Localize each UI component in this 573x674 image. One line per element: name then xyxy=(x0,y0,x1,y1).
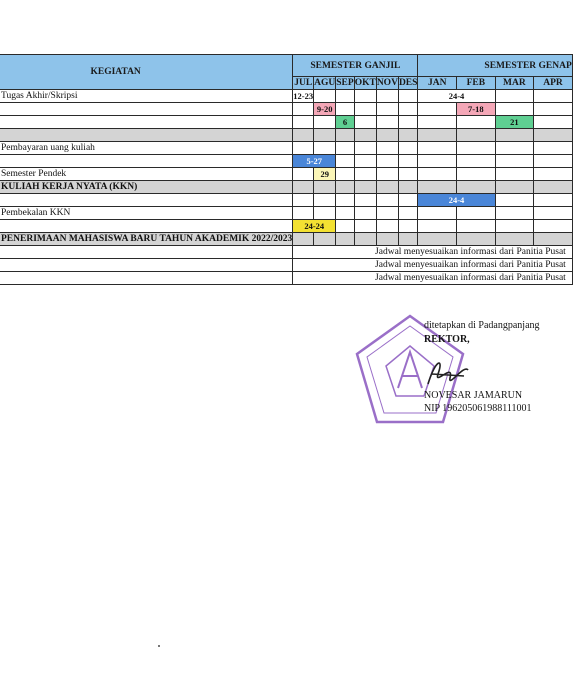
activity-label xyxy=(0,272,293,285)
empty-month-cell xyxy=(398,181,417,194)
empty-month-cell xyxy=(376,142,398,155)
table-row xyxy=(0,259,572,272)
activity-label xyxy=(0,129,293,142)
month-header: FEB xyxy=(457,77,496,90)
empty-month-cell xyxy=(354,233,376,246)
empty-month-cell xyxy=(354,142,376,155)
empty-month-cell xyxy=(457,116,496,129)
activity-label: PENERIMAAN MAHASISWA BARU TAHUN AKADEMIK 2022/2023 xyxy=(0,233,293,246)
empty-month-cell xyxy=(336,103,354,116)
empty-month-cell xyxy=(354,103,376,116)
empty-month-cell xyxy=(398,168,417,181)
table-row xyxy=(0,168,572,181)
empty-month-cell xyxy=(336,155,354,168)
empty-month-cell xyxy=(293,142,314,155)
empty-month-cell xyxy=(336,142,354,155)
empty-month-cell xyxy=(495,181,534,194)
table-row xyxy=(0,207,572,220)
empty-month-cell xyxy=(457,181,496,194)
empty-month-cell xyxy=(336,168,354,181)
empty-month-cell xyxy=(534,207,573,220)
empty-month-cell xyxy=(376,168,398,181)
empty-month-cell xyxy=(534,220,573,233)
empty-month-cell xyxy=(376,207,398,220)
activity-label: Pembayaran uang kuliah xyxy=(0,142,293,155)
handwritten-signature-icon xyxy=(424,356,472,390)
empty-month-cell xyxy=(398,116,417,129)
empty-month-cell xyxy=(418,220,457,233)
empty-month-cell xyxy=(354,181,376,194)
empty-month-cell xyxy=(398,220,417,233)
date-range-cell: 9-20 xyxy=(314,103,336,116)
date-range-cell: 6 xyxy=(336,116,354,129)
empty-month-cell xyxy=(418,129,457,142)
empty-month-cell xyxy=(293,129,314,142)
empty-month-cell xyxy=(457,233,496,246)
scan-speck xyxy=(158,645,160,647)
date-range-cell: 24-4 xyxy=(418,194,495,207)
empty-month-cell xyxy=(495,194,534,207)
empty-month-cell xyxy=(314,207,336,220)
empty-month-cell xyxy=(336,220,354,233)
empty-month-cell xyxy=(354,90,376,103)
empty-month-cell xyxy=(495,168,534,181)
empty-month-cell xyxy=(354,129,376,142)
empty-month-cell xyxy=(314,142,336,155)
empty-month-cell xyxy=(293,116,314,129)
empty-month-cell xyxy=(314,181,336,194)
activity-label: Semester Pendek xyxy=(0,168,293,181)
empty-month-cell xyxy=(418,155,457,168)
date-range-cell: 24-24 xyxy=(293,220,336,233)
schedule-note: Jadwal menyesuaikan informasi dari Panitia Pusat xyxy=(293,246,573,259)
empty-month-cell xyxy=(457,207,496,220)
month-header: JUL xyxy=(294,78,313,88)
empty-month-cell xyxy=(314,116,336,129)
month-header: OKT xyxy=(354,78,376,88)
empty-month-cell xyxy=(354,155,376,168)
table-row xyxy=(0,129,572,142)
activity-label xyxy=(0,103,293,116)
empty-month-cell xyxy=(534,155,573,168)
date-range-cell: 12-23 xyxy=(293,91,314,101)
table-row xyxy=(0,116,572,129)
date-range-cell: 7-18 xyxy=(457,103,496,116)
empty-month-cell xyxy=(314,129,336,142)
month-header: DES xyxy=(398,78,418,88)
empty-month-cell xyxy=(336,207,354,220)
empty-month-cell xyxy=(336,181,354,194)
activity-label xyxy=(0,155,293,168)
signatory-name: NOVESAR JAMARUN xyxy=(424,390,523,401)
empty-month-cell xyxy=(376,194,398,207)
empty-month-cell xyxy=(495,233,534,246)
empty-month-cell xyxy=(398,155,417,168)
empty-month-cell xyxy=(495,103,534,116)
empty-month-cell xyxy=(398,103,417,116)
activity-column-header: KEGIATAN xyxy=(0,55,293,90)
empty-month-cell xyxy=(293,233,314,246)
empty-month-cell xyxy=(495,155,534,168)
empty-month-cell xyxy=(534,233,573,246)
empty-month-cell xyxy=(354,220,376,233)
empty-month-cell xyxy=(314,233,336,246)
empty-month-cell xyxy=(376,103,398,116)
month-header: MAR xyxy=(495,77,534,90)
date-range-cell: 5-27 xyxy=(293,155,336,168)
empty-month-cell xyxy=(534,142,573,155)
month-header: JAN xyxy=(418,77,457,90)
empty-month-cell xyxy=(354,194,376,207)
empty-month-cell xyxy=(336,194,354,207)
empty-month-cell xyxy=(418,116,457,129)
table-row xyxy=(0,246,572,259)
empty-month-cell xyxy=(354,168,376,181)
empty-month-cell xyxy=(398,233,417,246)
activity-label xyxy=(0,246,293,259)
empty-month-cell xyxy=(534,194,573,207)
semester-even-header: SEMESTER GENAP xyxy=(418,55,572,77)
empty-month-cell xyxy=(495,90,534,103)
activity-label xyxy=(0,116,293,129)
empty-month-cell xyxy=(376,155,398,168)
empty-month-cell xyxy=(293,103,314,116)
table-row xyxy=(0,103,572,116)
month-header: APR xyxy=(534,77,573,90)
empty-month-cell xyxy=(398,142,417,155)
table-row xyxy=(0,272,572,285)
empty-month-cell xyxy=(534,129,573,142)
empty-month-cell xyxy=(418,181,457,194)
empty-month-cell xyxy=(293,207,314,220)
empty-month-cell xyxy=(457,220,496,233)
empty-month-cell xyxy=(314,194,336,207)
empty-month-cell xyxy=(376,90,398,103)
empty-month-cell xyxy=(457,168,496,181)
month-header: NOV xyxy=(376,78,398,88)
table-row xyxy=(0,155,572,168)
empty-month-cell xyxy=(495,207,534,220)
empty-month-cell xyxy=(314,90,336,103)
schedule-note: Jadwal menyesuaikan informasi dari Panitia Pusat xyxy=(293,272,573,285)
empty-month-cell xyxy=(495,142,534,155)
empty-month-cell xyxy=(534,116,573,129)
signature-place: ditetapkan di Padangpanjang xyxy=(424,320,540,331)
signature-title: REKTOR, xyxy=(424,334,470,345)
empty-month-cell xyxy=(534,181,573,194)
activity-label xyxy=(0,259,293,272)
empty-month-cell xyxy=(336,90,354,103)
empty-month-cell xyxy=(376,181,398,194)
empty-month-cell xyxy=(457,155,496,168)
month-header: SEP xyxy=(336,78,354,88)
empty-month-cell xyxy=(376,129,398,142)
schedule-note: Jadwal menyesuaikan informasi dari Panitia Pusat xyxy=(293,259,573,272)
activity-label: KULIAH KERJA NYATA (KKN) xyxy=(0,181,293,194)
calendar-table xyxy=(0,54,573,285)
empty-month-cell xyxy=(534,103,573,116)
date-range-cell: 29 xyxy=(314,168,336,181)
activity-label: Tugas Akhir/Skripsi xyxy=(0,90,293,103)
empty-month-cell xyxy=(418,233,457,246)
empty-month-cell xyxy=(376,116,398,129)
empty-month-cell xyxy=(418,142,457,155)
empty-month-cell xyxy=(457,129,496,142)
activity-label xyxy=(0,220,293,233)
empty-month-cell xyxy=(293,194,314,207)
empty-month-cell xyxy=(534,168,573,181)
empty-month-cell xyxy=(376,220,398,233)
activity-label xyxy=(0,194,293,207)
empty-month-cell xyxy=(354,116,376,129)
date-range-cell: 21 xyxy=(495,116,534,129)
empty-month-cell xyxy=(418,207,457,220)
empty-month-cell xyxy=(398,90,417,103)
empty-month-cell xyxy=(495,129,534,142)
empty-month-cell xyxy=(376,233,398,246)
empty-month-cell xyxy=(534,90,573,103)
month-header: AGU xyxy=(314,78,336,88)
empty-month-cell xyxy=(354,207,376,220)
empty-month-cell xyxy=(457,142,496,155)
empty-month-cell xyxy=(293,168,314,181)
table-row xyxy=(0,194,572,207)
empty-month-cell xyxy=(418,168,457,181)
activity-label: Pembekalan KKN xyxy=(0,207,293,220)
table-row xyxy=(0,181,572,194)
empty-month-cell xyxy=(398,129,417,142)
signatory-nip: NIP 196205061988111001 xyxy=(424,403,532,414)
empty-month-cell xyxy=(336,233,354,246)
empty-month-cell xyxy=(495,220,534,233)
empty-month-cell xyxy=(293,181,314,194)
empty-month-cell xyxy=(418,103,457,116)
empty-month-cell xyxy=(398,194,417,207)
academic-calendar-sheet xyxy=(0,54,573,285)
table-row xyxy=(0,142,572,155)
table-row xyxy=(0,233,572,246)
signature-block xyxy=(350,312,570,432)
table-row xyxy=(0,90,572,103)
empty-month-cell xyxy=(398,207,417,220)
table-row xyxy=(0,220,572,233)
date-range-cell: 24-4 xyxy=(418,90,495,103)
empty-month-cell xyxy=(336,129,354,142)
semester-odd-header: SEMESTER GANJIL xyxy=(293,55,418,77)
